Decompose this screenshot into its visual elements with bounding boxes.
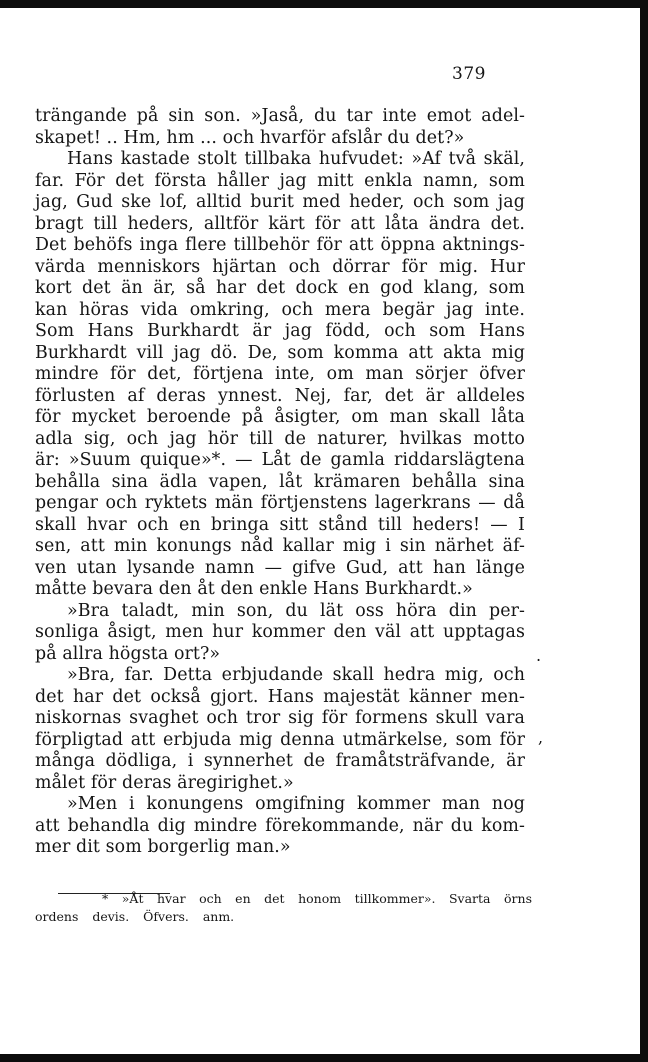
text-line: är: »Suum quique»*. — Låt de gamla riddarslägtena [35,450,525,470]
text-line: mindre för det, förtjena inte, om man sörjer öfver [35,364,525,384]
text-line: »Bra taladt, min son, du lät oss höra din per- [67,600,525,621]
text-line: behålla sina ädla vapen, låt krämaren behålla sina [35,471,525,492]
text-line: adla sig, och jag hör till de naturer, hvilkas motto [35,428,525,449]
text-line: sonliga åsigt, men hur kommer den väl att upptagas [35,622,525,642]
scan-border-top [0,0,648,8]
text-line: far. För det första håller jag mitt enkla namn, som [35,170,525,191]
text-line: många dödliga, i synnerhet de framåtsträfvande, är [35,751,525,771]
text-line: pengar och ryktets män förtjenstens lagerkrans — då [35,493,525,513]
text-line: niskornas svaghet och tror sig för formens skull vara [35,708,525,728]
text-line: måtte bevara den åt den enkle Hans Burkhardt.» [35,579,473,599]
text-line: »Men i konungens omgifning kommer man nog [67,794,525,814]
footnote [35,890,532,926]
margin-dot-mark: . [536,646,542,665]
text-line: Burkhardt vill jag dö. De, som komma att akta mig [35,342,525,363]
text-line: trängande på sin son. »Jaså, du tar inte emot adel- [35,106,525,126]
text-line: skapet! .. Hm, hm ... och hvarför afslår du det?» [35,127,465,148]
text-line: bragt till heders, alltför kärt för att låta ändra det. [35,213,525,234]
text-line: »Bra, far. Detta erbjudande skall hedra mig, och [67,665,525,685]
scan-border-right [640,0,648,1062]
body-text [35,106,525,859]
text-line: Som Hans Burkhardt är jag född, och som Hans [35,321,525,341]
text-line: värda menniskors hjärtan och dörrar för mig. Hur [35,256,525,277]
text-line: kan höras vida omkring, och mera begär jag inte. [35,299,525,320]
text-line: mer dit som borgerlig man.» [35,837,291,857]
footnote-line: * »Åt hvar och en det honom tillkommer». Svarta örns [102,891,532,906]
text-line: förpligtad att erbjuda mig denna utmärkelse, som för [35,729,525,750]
text-line: jag, Gud ske lof, alltid burit med heder, och som jag [35,192,525,212]
text-line: att behandla dig mindre förekommande, när du kom- [35,815,525,836]
page-number: 379 [452,64,486,84]
text-line: förlusten af deras ynnest. Nej, far, det är alldeles [35,385,525,406]
text-line: Hans kastade stolt tillbaka hufvudet: »Af två skäl, [67,149,525,169]
scan-border-bottom [0,1054,648,1062]
text-line: Det behöfs inga flere tillbehör för att öppna aktnings- [35,235,525,255]
footnote-line: ordens devis. Öfvers. anm. [35,909,235,924]
text-line: det har det också gjort. Hans majestät känner men- [35,686,525,707]
text-line: ven utan lysande namn — gifve Gud, att han länge [35,557,525,578]
text-line: målet för deras äregirighet.» [35,772,294,793]
text-line: sen, att min konungs nåd kallar mig i sin närhet äf- [35,536,525,556]
margin-tick-mark: , [538,728,544,747]
text-line: kort det än är, så har det dock en god klang, som [35,278,525,298]
text-line: skall hvar och en bringa sitt stånd till heders! — I [35,514,525,535]
text-line: på allra högsta ort?» [35,643,221,664]
text-line: för mycket beroende på åsigter, om man skall låta [35,407,525,427]
